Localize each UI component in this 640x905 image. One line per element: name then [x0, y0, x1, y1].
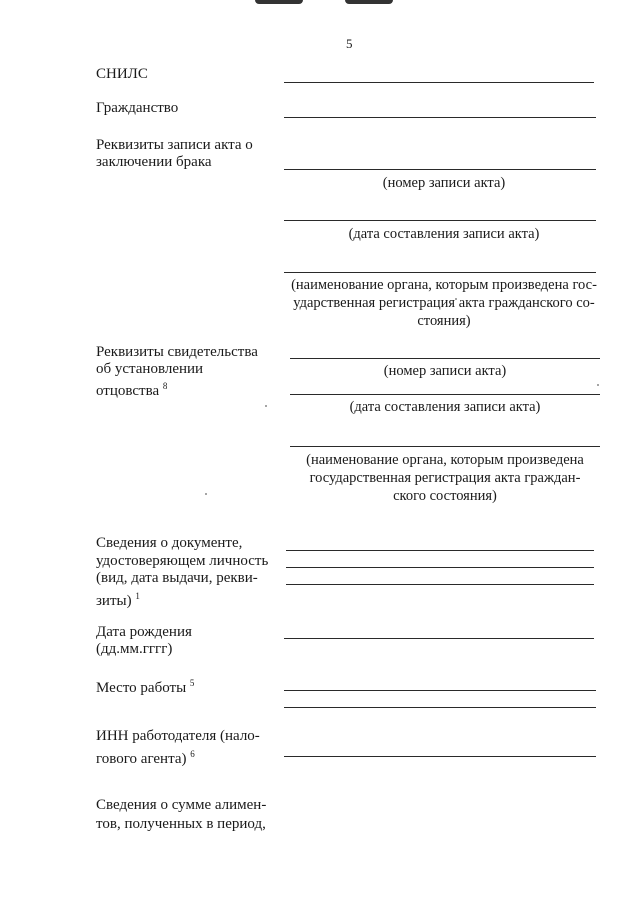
- caption-record-number-2: (номер записи акта): [383, 363, 507, 379]
- field-label-citizenship: Гражданство: [96, 100, 179, 116]
- citizenship-input-line: [284, 117, 596, 118]
- caption-line: ударственная регистрация акта гражданского со-: [293, 295, 595, 311]
- field-label-alimony: [96, 796, 276, 834]
- field-label-marriage-record: [96, 137, 274, 171]
- scan-mark: [345, 0, 393, 4]
- label-line: [96, 378, 276, 400]
- footnote-marker: 1: [135, 590, 140, 601]
- paternity-record-number-line: [290, 358, 600, 359]
- scan-speck: [597, 384, 599, 386]
- label-line: Реквизиты записи акта о: [96, 137, 253, 153]
- caption-record-date-2: (дата составления записи акта): [349, 399, 541, 415]
- label-line: ИНН работодателя (нало-: [96, 728, 260, 744]
- field-label-workplace: [96, 675, 194, 697]
- caption-record-number: (номер записи акта): [382, 175, 506, 191]
- marriage-authority-line: [284, 272, 596, 273]
- caption-line: ского состояния): [393, 488, 497, 504]
- paternity-authority-line: [290, 446, 600, 447]
- label-line: удостоверяющем личность: [96, 552, 269, 569]
- label-text: гового агента): [96, 751, 187, 767]
- field-label-identity-doc: [96, 535, 274, 610]
- employer-inn-input-line: [284, 756, 596, 757]
- caption-line: (наименование органа, которым произведена гос-: [291, 277, 597, 293]
- caption-authority-a: [282, 276, 606, 330]
- scan-speck: [205, 493, 207, 495]
- label-line: заключении брака: [96, 154, 212, 170]
- label-line: Сведения о документе,: [96, 535, 243, 551]
- label-line: Сведения о сумме алимен-: [96, 797, 267, 813]
- snils-input-line: [284, 82, 594, 83]
- label-line: [96, 588, 274, 611]
- label-text: отцовства: [96, 383, 160, 399]
- label-text: зиты): [96, 592, 132, 609]
- field-label-snils: СНИЛС: [96, 66, 148, 82]
- caption-line: (наименование органа, которым произведена: [306, 452, 584, 468]
- scan-speck: [265, 405, 267, 407]
- identity-doc-line-3: [286, 584, 594, 585]
- identity-doc-line-1: [286, 550, 594, 551]
- workplace-line-1: [284, 690, 596, 691]
- label-text: Место работы: [96, 680, 187, 696]
- caption-authority-b: [290, 451, 600, 505]
- paternity-record-date-line: [290, 394, 600, 395]
- label-line: об установлении: [96, 361, 204, 377]
- caption-record-date: (дата составления записи акта): [348, 226, 540, 242]
- field-label-paternity-cert: [96, 344, 276, 400]
- footnote-marker: 8: [162, 381, 168, 391]
- caption-line: стояния): [417, 313, 471, 329]
- footnote-marker: 5: [189, 678, 195, 688]
- label-line: Дата рождения: [96, 624, 192, 640]
- field-label-birth-date: [96, 624, 192, 658]
- caption-line: государственная регистрация акта граждан-: [309, 470, 581, 486]
- identity-doc-line-2: [286, 567, 594, 568]
- label-line: (дд.мм.гггг): [96, 641, 173, 657]
- page-number: 5: [346, 36, 353, 51]
- field-label-employer-inn: [96, 727, 276, 768]
- label-line: тов, полученных в период,: [96, 816, 266, 832]
- birth-date-input-line: [284, 638, 594, 639]
- label-line: [96, 745, 276, 768]
- workplace-line-2: [284, 707, 596, 708]
- marriage-record-number-line: [284, 169, 596, 170]
- label-line: Реквизиты свидетельства: [96, 344, 258, 360]
- label-line: (вид, дата выдачи, рекви-: [96, 570, 258, 586]
- scan-mark: [255, 0, 303, 4]
- marriage-record-date-line: [284, 220, 596, 221]
- footnote-marker: 6: [190, 749, 195, 759]
